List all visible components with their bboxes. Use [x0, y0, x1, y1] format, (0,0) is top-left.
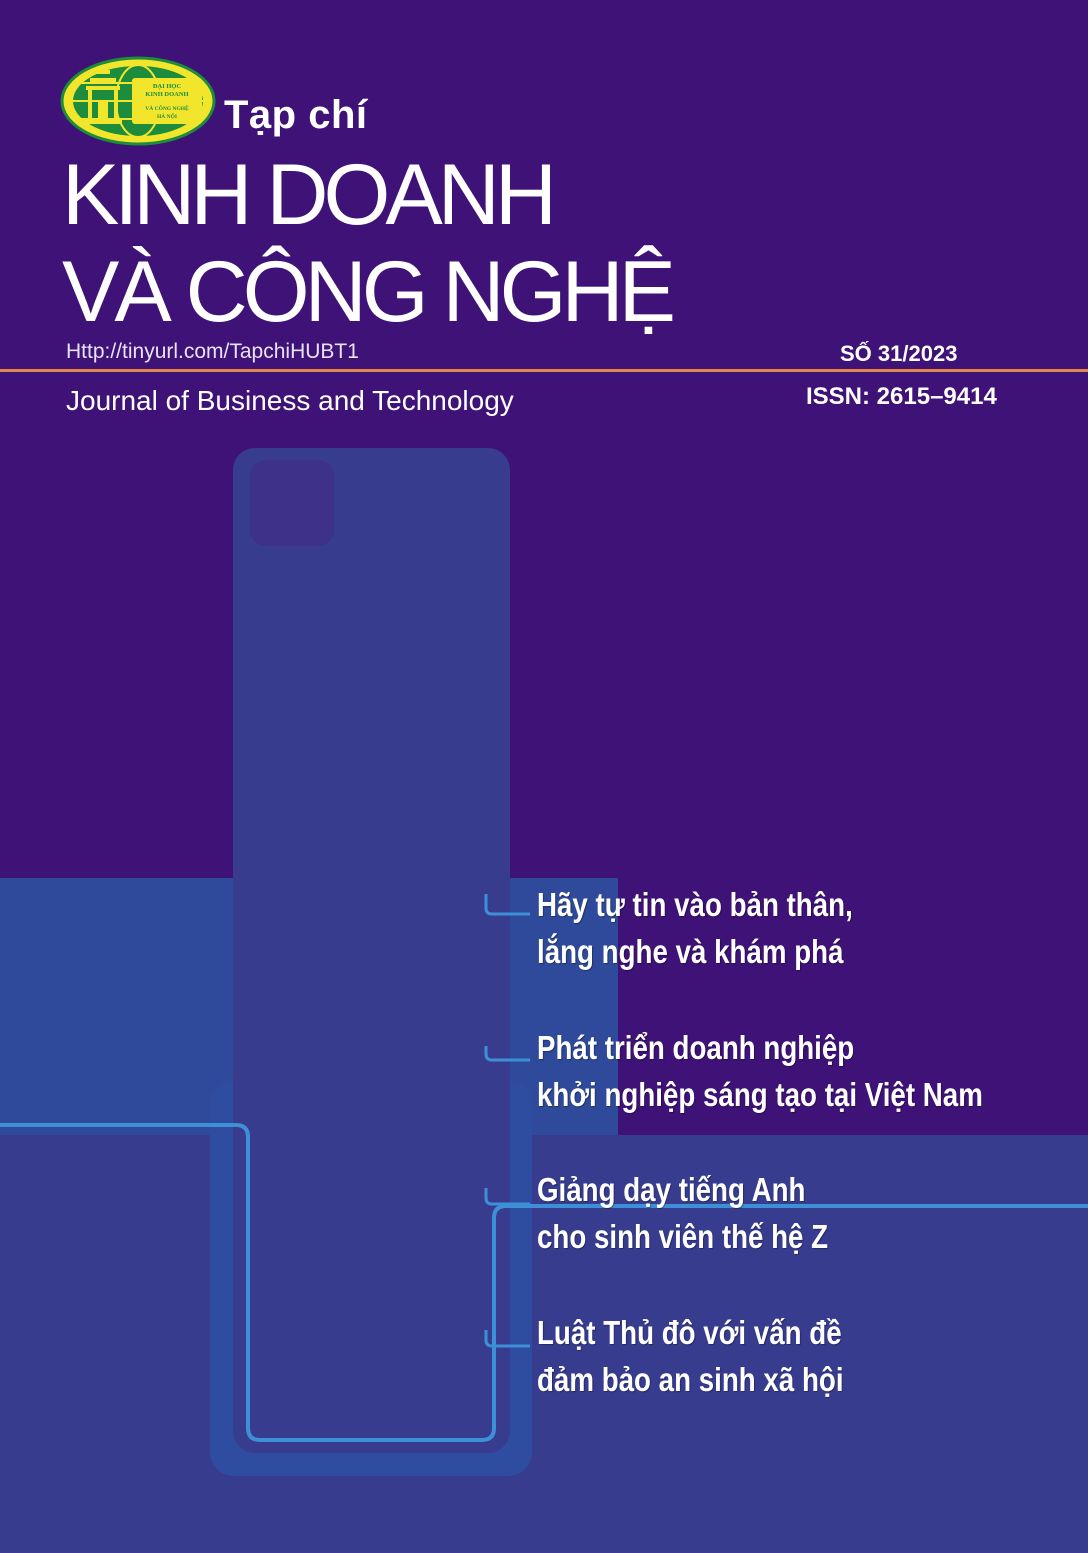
masthead-title-line2: VÀ CÔNG NGHỆ [62, 244, 671, 340]
journal-english-title: Journal of Business and Technology [66, 385, 514, 416]
svg-text:KINH DOANH: KINH DOANH [145, 91, 189, 98]
article-headline-line: đảm bảo an sinh xã hội [537, 1361, 844, 1398]
issn-number: ISSN: 2615–9414 [806, 383, 997, 410]
header-divider [0, 369, 1088, 372]
masthead-prefix: Tạp chí [224, 93, 368, 137]
article-headline-line: Luật Thủ đô với vấn đề [537, 1314, 842, 1351]
article-headline-line: Giảng dạy tiếng Anh [537, 1171, 806, 1208]
article-headline-line: cho sinh viên thế hệ Z [537, 1218, 829, 1255]
article-headline [537, 1166, 828, 1260]
issue-number: SỐ 31/2023 [840, 341, 958, 366]
article-headline [537, 881, 853, 975]
article-headline-line: Hãy tự tin vào bản thân, [537, 886, 853, 923]
university-logo [60, 56, 216, 146]
masthead-title-line1: KINH DOANH [62, 147, 552, 243]
article-headline-line: lắng nghe và khám phá [537, 933, 844, 970]
article-headline [537, 1309, 844, 1403]
svg-text:VÀ CÔNG NGHỆ: VÀ CÔNG NGHỆ [145, 106, 189, 112]
article-headline-line: khởi nghiệp sáng tạo tại Việt Nam [537, 1076, 983, 1113]
article-headline-line: Phát triển doanh nghiệp [537, 1029, 855, 1066]
svg-text:HÀ NỘI: HÀ NỘI [156, 114, 178, 120]
svg-text:ĐẠI HỌC: ĐẠI HỌC [152, 83, 182, 90]
article-headline [537, 1024, 983, 1118]
journal-url: Http://tinyurl.com/TapchiHUBT1 [66, 340, 359, 363]
